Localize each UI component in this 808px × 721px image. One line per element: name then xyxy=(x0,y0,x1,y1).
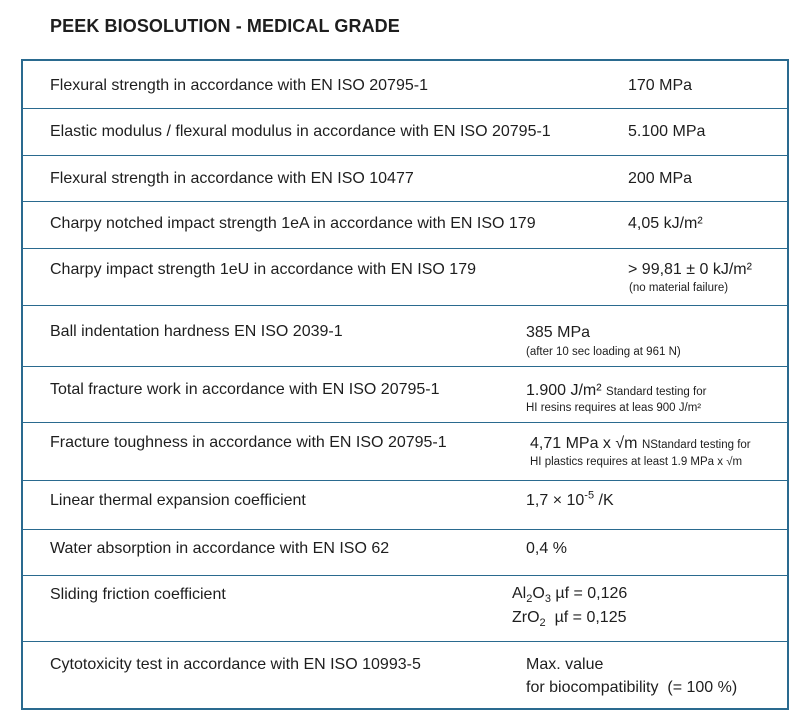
table-row xyxy=(23,576,787,640)
properties-table xyxy=(21,59,789,710)
property-label: Sliding friction coefficient xyxy=(50,586,226,603)
property-value xyxy=(526,489,614,510)
property-label: Fracture toughness in accordance with EN ISO 20795-1 xyxy=(50,434,447,451)
table-row xyxy=(23,481,787,529)
property-label: Ball indentation hardness EN ISO 2039-1 xyxy=(50,323,343,340)
property-value: 0,4 % xyxy=(526,540,567,557)
property-value xyxy=(530,435,751,453)
property-note-inline: NStandard testing for xyxy=(641,439,751,451)
table-row xyxy=(23,61,787,108)
property-label: Water absorption in accordance with EN ISO 62 xyxy=(50,540,390,557)
table-row xyxy=(23,367,787,422)
value-main: 1.900 J/m² xyxy=(526,382,602,399)
property-note-inline: Standard testing for xyxy=(606,386,707,398)
property-value: 200 MPa xyxy=(628,170,693,187)
property-label: Charpy notched impact strength 1eA in accordance with EN ISO 179 xyxy=(50,215,536,232)
property-label: Total fracture work in accordance with EN ISO 20795-1 xyxy=(50,381,440,398)
property-note: HI plastics requires at least 1.9 MPa x √m xyxy=(530,456,743,468)
property-value: 385 MPa xyxy=(526,324,591,341)
property-value-line2: for biocompatibility (= 100 %) xyxy=(526,679,738,696)
property-value: 170 MPa xyxy=(628,77,693,94)
property-note: (after 10 sec loading at 961 N) xyxy=(526,346,681,358)
value-exponent: -5 xyxy=(584,489,595,502)
table-row xyxy=(23,423,787,480)
property-value xyxy=(526,382,706,400)
value-base: 1,7 × 10 xyxy=(526,492,585,509)
value-main: 4,71 MPa x √m xyxy=(530,435,638,452)
table-row xyxy=(23,306,787,365)
property-note: (no material failure) xyxy=(629,282,729,294)
property-value: 5.100 MPa xyxy=(628,123,706,140)
property-note: HI resins requires at leas 900 J/m² xyxy=(526,402,702,414)
property-value: Max. value xyxy=(526,656,604,673)
table-row xyxy=(23,530,787,575)
table-row xyxy=(23,249,787,304)
property-label: Flexural strength in accordance with EN ISO 20795-1 xyxy=(50,77,428,94)
page-title: PEEK BIOSOLUTION - MEDICAL GRADE xyxy=(50,16,400,36)
property-label: Charpy impact strength 1eU in accordance with EN ISO 179 xyxy=(50,261,476,278)
table-row xyxy=(23,642,787,708)
property-label: Flexural strength in accordance with EN ISO 10477 xyxy=(50,170,414,187)
property-value: 4,05 kJ/m² xyxy=(628,215,703,232)
property-label: Elastic modulus / flexural modulus in accordance with EN ISO 20795-1 xyxy=(50,123,551,140)
property-value: > 99,81 ± 0 kJ/m² xyxy=(628,261,752,278)
property-value-line1: $Al_2O_3$ µf = 0,126 xyxy=(512,585,628,606)
table-row xyxy=(23,156,787,201)
property-value-line2: ZrO$_2$ µf = 0,125 xyxy=(512,609,627,630)
property-label: Cytotoxicity test in accordance with EN ISO 10993-5 xyxy=(50,656,421,673)
property-label: Linear thermal expansion coefficient xyxy=(50,492,306,509)
table-row xyxy=(23,202,787,248)
table-row xyxy=(23,109,787,155)
value-unit: /K xyxy=(594,492,614,509)
